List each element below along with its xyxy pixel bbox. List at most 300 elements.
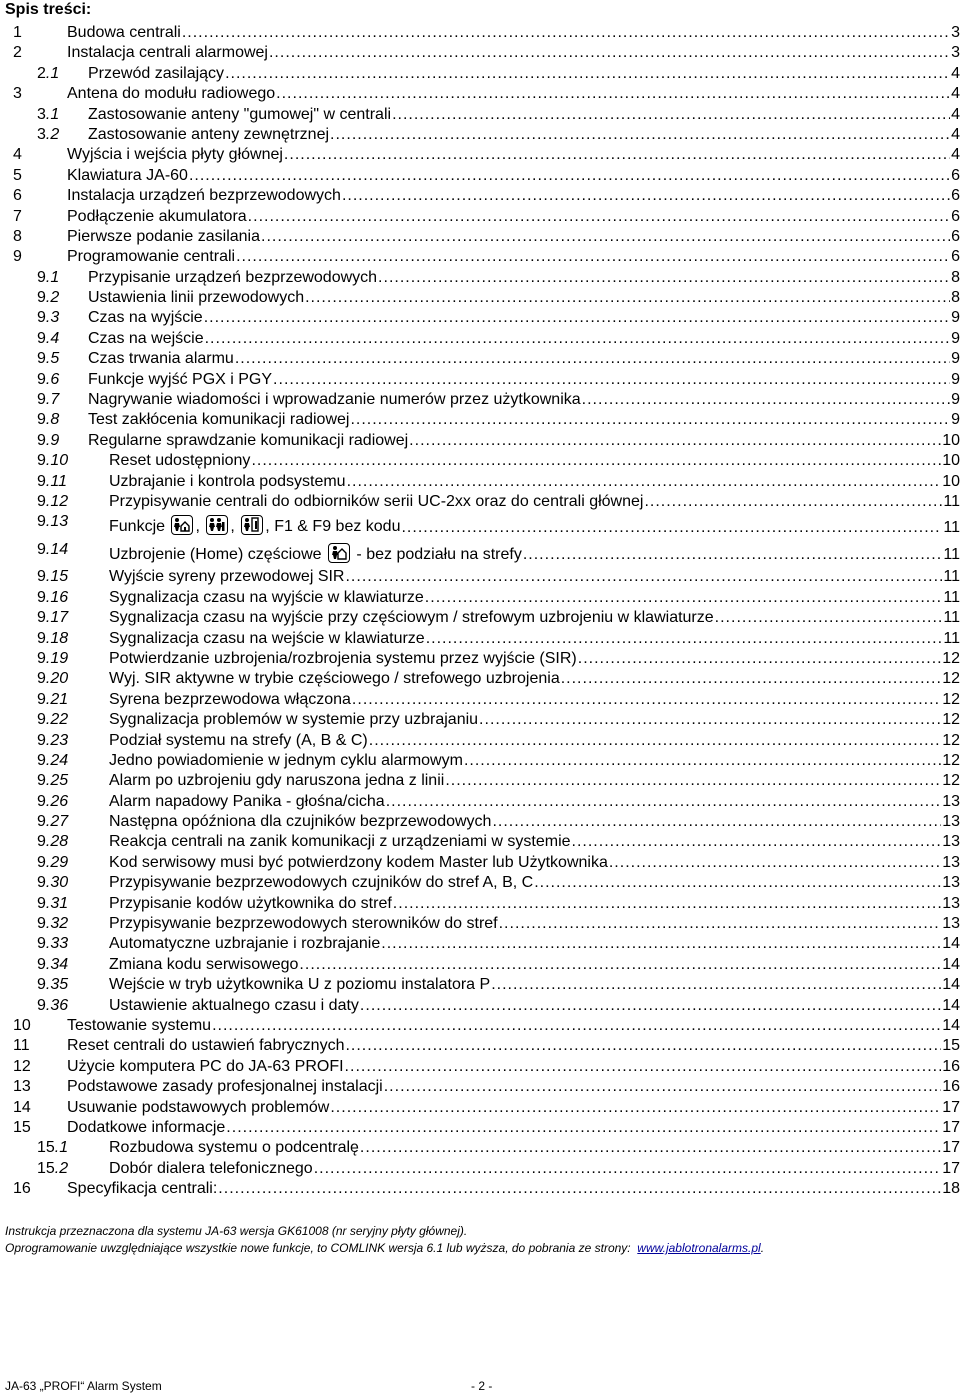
toc-page: 14: [942, 955, 960, 973]
toc-subnumber: .36: [45, 996, 69, 1014]
dot-leader: [378, 269, 950, 287]
toc-entry[interactable]: [0, 431, 960, 451]
toc-entry[interactable]: [0, 955, 960, 975]
toc-subnumber: .2: [54, 1159, 69, 1177]
toc-title: Spis treści:: [5, 1, 92, 18]
toc-text: Sygnalizacja problemów w systemie przy uzbrajaniu: [109, 711, 479, 729]
toc-line: [88, 106, 960, 124]
toc-page: 4: [951, 146, 960, 164]
dot-leader: [523, 546, 943, 564]
toc-text: Ustawienia linii przewodowych: [88, 289, 305, 307]
dot-leader: [305, 289, 950, 307]
toc-number-group: [13, 248, 22, 266]
toc-entry[interactable]: [0, 853, 960, 873]
dot-leader: [369, 732, 941, 750]
toc-line: [88, 391, 960, 409]
toc-line: [67, 187, 960, 205]
toc-entry[interactable]: [0, 894, 960, 914]
toc-number-group: [37, 609, 68, 627]
toc-entry[interactable]: [0, 64, 960, 84]
toc-entry[interactable]: [0, 349, 960, 369]
toc-entry[interactable]: [0, 669, 960, 689]
toc-entry[interactable]: [0, 690, 960, 710]
toc-entry[interactable]: [0, 492, 960, 512]
toc-entry[interactable]: [0, 512, 960, 540]
toc-page: 17: [942, 1159, 960, 1177]
toc-line: [67, 146, 960, 164]
toc-subnumber: .9: [45, 431, 60, 449]
toc-number-group: [37, 793, 68, 811]
toc-subnumber: .12: [45, 492, 69, 510]
toc-number-group: [37, 289, 59, 307]
toc-entry[interactable]: [0, 1159, 960, 1179]
toc-number: 9: [37, 690, 46, 708]
toc-number: 9: [37, 772, 46, 790]
toc-number-group: [37, 493, 68, 511]
toc-page: 16: [942, 1057, 960, 1075]
toc-number: 3: [37, 125, 46, 143]
toc-page: 12: [942, 649, 960, 667]
toc-entry[interactable]: [0, 1098, 960, 1118]
toc-line: [67, 44, 960, 62]
toc-page: 13: [942, 915, 960, 933]
toc-entry[interactable]: [0, 771, 960, 791]
dot-leader: [235, 350, 950, 368]
toc-entry[interactable]: [0, 23, 960, 43]
dot-leader: [360, 997, 941, 1015]
toc-entry[interactable]: [0, 84, 960, 104]
toc-subnumber: .17: [45, 609, 69, 627]
toc-subnumber: .3: [45, 309, 60, 327]
toc-number: 9: [37, 751, 46, 769]
dot-leader: [464, 752, 941, 770]
toc-text: Syrena bezprzewodowa włączona: [109, 690, 351, 708]
toc-number: 9: [37, 853, 46, 871]
toc-number-group: [13, 167, 22, 185]
dot-leader: [644, 493, 942, 511]
dot-leader: [205, 330, 950, 348]
toc-line: [109, 793, 960, 811]
toc-text: Wejście w tryb użytkownika U z poziomu instalatora P: [109, 976, 491, 994]
toc-subnumber: .23: [45, 731, 69, 749]
toc-entry[interactable]: [0, 166, 960, 186]
toc-subnumber: .21: [45, 690, 69, 708]
toc-subnumber: .22: [45, 711, 69, 729]
toc-text: Dodatkowe informacje: [67, 1118, 226, 1136]
toc-entry[interactable]: [0, 105, 960, 125]
toc-entry[interactable]: [0, 268, 960, 288]
toc-number-group: [37, 711, 68, 729]
toc-page: 10: [942, 472, 960, 490]
toc-page: 8: [951, 268, 960, 286]
toc-line: [109, 1160, 960, 1178]
toc-page: 4: [951, 85, 960, 103]
toc-number-group: [37, 269, 59, 287]
toc-subnumber: .16: [45, 588, 69, 606]
dot-leader: [330, 1099, 941, 1117]
toc-text: Kod serwisowy musi być potwierdzony kodem Master lub Użytkownika: [109, 853, 608, 871]
toc-line: [88, 350, 960, 368]
toc-text: Funkcje wyjść PGX i PGY: [88, 370, 273, 388]
toc-entry[interactable]: [0, 288, 960, 308]
toc-entry[interactable]: [0, 996, 960, 1016]
toc-page: 11: [943, 588, 960, 606]
toc-entry[interactable]: [0, 1036, 960, 1056]
toc-number-group: [37, 833, 68, 851]
toc-entry[interactable]: [0, 472, 960, 492]
toc-line: [67, 208, 960, 226]
toc-line: [109, 711, 960, 729]
toc-entry[interactable]: [0, 812, 960, 832]
toc-entry[interactable]: [0, 125, 960, 145]
toc-line: [109, 813, 960, 831]
toc-line: [88, 411, 960, 429]
toc-text: Funkcje , , , F1 & F9 bez kodu: [109, 517, 400, 537]
dot-leader: [212, 1017, 941, 1035]
toc-number-group: [37, 915, 68, 933]
toc-subnumber: .35: [45, 976, 69, 994]
toc-text: Instalacja centrali alarmowej: [67, 44, 268, 62]
toc-number: 9: [37, 894, 46, 912]
toc-number-group: [13, 146, 22, 164]
toc-number-group: [13, 228, 22, 246]
dot-leader: [236, 248, 950, 266]
toc-subnumber: .26: [45, 792, 69, 810]
toc-subnumber: .1: [45, 268, 60, 286]
toc-line: [109, 772, 960, 790]
toc-number-group: [37, 411, 59, 429]
toc-number-group: [13, 44, 22, 62]
toc-line: [67, 167, 960, 185]
toc-entry[interactable]: [0, 247, 960, 267]
toc-number: 9: [37, 976, 46, 994]
dot-leader: [226, 1119, 941, 1137]
toc-number: 6: [13, 187, 22, 205]
toc-subnumber: .7: [45, 391, 60, 409]
toc-entry[interactable]: [0, 1016, 960, 1036]
toc-page: 11: [943, 568, 960, 586]
toc-subnumber: .19: [45, 649, 69, 667]
toc-text: Usuwanie podstawowych problemów: [67, 1098, 330, 1116]
toc-entry[interactable]: [0, 914, 960, 934]
dot-leader: [345, 1037, 941, 1055]
toc-entry[interactable]: [0, 451, 960, 471]
toc-page: 14: [942, 1016, 960, 1034]
toc-text: Programowanie centrali: [67, 248, 236, 266]
toc-page: 3: [951, 44, 960, 62]
toc-line: [88, 126, 960, 144]
toc-page: 12: [942, 711, 960, 729]
toc-text: Reset centrali do ustawień fabrycznych: [67, 1037, 345, 1055]
toc-number: 11: [13, 1037, 30, 1055]
toc-text: Czas na wejście: [88, 329, 204, 347]
toc-subnumber: .20: [45, 670, 69, 688]
toc-number-group: [37, 854, 68, 872]
toc-page: 9: [951, 411, 960, 429]
dot-leader: [345, 568, 942, 586]
toc-number-group: [37, 813, 68, 831]
toc-entry[interactable]: [0, 1057, 960, 1077]
toc-line: [109, 752, 960, 770]
dot-leader: [248, 208, 950, 226]
dot-leader: [360, 1139, 941, 1157]
toc-page: 11: [943, 518, 960, 536]
toc-number: 9: [37, 711, 46, 729]
toc-entry[interactable]: [0, 934, 960, 954]
dot-leader: [251, 452, 941, 470]
dot-leader: [386, 793, 942, 811]
toc-page: 4: [951, 105, 960, 123]
table-of-contents: [0, 23, 960, 1199]
dot-leader: [352, 691, 941, 709]
toc-number: 9: [37, 513, 46, 531]
toc-line: [88, 269, 960, 287]
toc-number-group: [13, 1099, 31, 1117]
toc-subnumber: .27: [45, 813, 69, 831]
toc-line: [88, 65, 960, 83]
toc-number: 9: [37, 350, 46, 368]
toc-line: [109, 452, 960, 470]
toc-subnumber: .2: [45, 125, 60, 143]
toc-line: [109, 517, 960, 537]
toc-number-group: [37, 589, 68, 607]
toc-page: 13: [942, 894, 960, 912]
door-key-icon: [241, 515, 263, 535]
toc-line: [67, 1180, 960, 1198]
toc-line: [88, 432, 960, 450]
toc-entry[interactable]: [0, 145, 960, 165]
toc-entry[interactable]: [0, 207, 960, 227]
toc-number-group: [13, 1078, 31, 1096]
toc-page: 14: [942, 996, 960, 1014]
toc-number: 9: [37, 792, 46, 810]
toc-entry[interactable]: [0, 751, 960, 771]
toc-entry[interactable]: [0, 588, 960, 608]
toc-subnumber: .32: [45, 915, 69, 933]
toc-number: 9: [37, 268, 46, 286]
toc-line: [67, 1119, 960, 1137]
dot-leader: [182, 24, 950, 42]
toc-number-group: [13, 1037, 30, 1055]
toc-entry[interactable]: [0, 186, 960, 206]
toc-page: 15: [942, 1037, 960, 1055]
toc-entry[interactable]: [0, 43, 960, 63]
toc-text: Ustawienie aktualnego czasu i daty: [109, 996, 359, 1014]
toc-text: Podstawowe zasady profesjonalnej instalacji: [67, 1078, 383, 1096]
toc-text: Sygnalizacja czasu na wyjście w klawiaturze: [109, 588, 424, 606]
toc-page: 8: [951, 289, 960, 307]
toc-number: 14: [13, 1098, 31, 1116]
toc-page: 12: [942, 690, 960, 708]
toc-page: 12: [942, 731, 960, 749]
toc-number-group: [37, 106, 59, 124]
toc-line: [109, 650, 960, 668]
toc-line: [67, 1078, 960, 1096]
toc-number-group: [37, 956, 68, 974]
toc-subnumber: .11: [45, 472, 67, 490]
dot-leader: [393, 895, 941, 913]
toc-entry[interactable]: [0, 710, 960, 730]
dot-leader: [561, 670, 941, 688]
toc-page: 9: [951, 309, 960, 327]
toc-text: Instalacja urządzeń bezprzewodowych: [67, 187, 341, 205]
toc-text: Potwierdzanie uzbrojenia/rozbrojenia systemu przez wyjście (SIR): [109, 649, 577, 667]
toc-line: [67, 1099, 960, 1117]
dot-leader: [409, 432, 941, 450]
toc-page: 11: [943, 609, 960, 627]
toc-line: [109, 874, 960, 892]
toc-number-group: [13, 1180, 31, 1198]
toc-line: [67, 1017, 960, 1035]
toc-page: 6: [951, 187, 960, 205]
toc-page: 4: [951, 125, 960, 143]
toc-number: 9: [37, 588, 46, 606]
toc-entry[interactable]: [0, 227, 960, 247]
toc-page: 13: [942, 833, 960, 851]
toc-entry[interactable]: [0, 792, 960, 812]
toc-text: Przypisywanie centrali do odbiorników serii UC-2xx oraz do centrali głównej: [109, 492, 644, 510]
toc-entry[interactable]: [0, 308, 960, 328]
toc-entry[interactable]: [0, 832, 960, 852]
dot-leader: [392, 106, 950, 124]
toc-number: 5: [13, 166, 22, 184]
toc-text: Klawiatura JA-60: [67, 166, 188, 184]
toc-number: 13: [13, 1078, 31, 1096]
dot-leader: [330, 126, 950, 144]
toc-number: 9: [37, 629, 46, 647]
toc-number: 9: [37, 391, 46, 409]
toc-number-group: [37, 752, 68, 770]
toc-number-group: [37, 65, 59, 83]
toc-number-group: [37, 1160, 68, 1178]
toc-subnumber: .31: [45, 894, 69, 912]
toc-number-group: [37, 895, 68, 913]
toc-line: [67, 228, 960, 246]
toc-line: [88, 289, 960, 307]
toc-number: 2: [37, 64, 46, 82]
toc-number-group: [37, 568, 68, 586]
toc-page: 13: [942, 853, 960, 871]
toc-entry[interactable]: [0, 608, 960, 628]
home-arm-key-icon: [171, 515, 193, 535]
toc-page: 10: [942, 452, 960, 470]
toc-entry[interactable]: [0, 1179, 960, 1199]
toc-entry[interactable]: [0, 629, 960, 649]
toc-text: Podłączenie akumulatora: [67, 207, 247, 225]
partial-arm-key-icon: [206, 515, 228, 535]
dot-leader: [401, 519, 942, 537]
toc-page: 12: [942, 670, 960, 688]
toc-subnumber: .4: [45, 329, 60, 347]
toc-number: 12: [13, 1057, 31, 1075]
toc-text: Alarm napadowy Panika - głośna/cicha: [109, 792, 385, 810]
dot-leader: [204, 309, 950, 327]
link-suffix: .: [760, 1241, 765, 1255]
toc-entry[interactable]: [0, 540, 960, 568]
toc-line: [109, 732, 960, 750]
toc-text: Sygnalizacja czasu na wyjście przy częściowym / strefowym uzbrojeniu w klawiaturze: [109, 609, 714, 627]
toc-page: 4: [951, 64, 960, 82]
toc-line: [67, 24, 960, 42]
toc-page: 13: [942, 874, 960, 892]
dot-leader: [492, 813, 941, 831]
toc-number: 9: [37, 915, 46, 933]
toc-entry[interactable]: [0, 329, 960, 349]
toc-text: Dobór dialera telefonicznego: [109, 1159, 313, 1177]
toc-entry[interactable]: [0, 873, 960, 893]
toc-number-group: [37, 935, 68, 953]
toc-subnumber: .30: [45, 874, 69, 892]
toc-text: Specyfikacja centrali:: [67, 1180, 218, 1198]
toc-text: Zmiana kodu serwisowego: [109, 955, 299, 973]
toc-subnumber: .25: [45, 772, 69, 790]
toc-page: 9: [951, 391, 960, 409]
toc-number-group: [37, 650, 68, 668]
toc-text: Automatyczne uzbrajanie i rozbrajanie: [109, 935, 381, 953]
toc-number: 15: [37, 1139, 55, 1157]
toc-entry[interactable]: [0, 649, 960, 669]
toc-entry[interactable]: [0, 370, 960, 390]
toc-text: Alarm po uzbrojeniu gdy naruszona jedna z linii: [109, 772, 445, 790]
toc-number: 4: [13, 146, 22, 164]
toc-line: [109, 545, 960, 565]
toc-text: Zastosowanie anteny zewnętrznej: [88, 125, 330, 143]
dot-leader: [261, 228, 950, 246]
toc-number-group: [13, 1058, 31, 1076]
dot-leader: [609, 854, 941, 872]
website-link[interactable]: www.jablotronalarms.pl: [637, 1241, 761, 1255]
toc-page: 17: [942, 1118, 960, 1136]
toc-number-group: [37, 874, 68, 892]
toc-text: Przypisanie kodów użytkownika do stref: [109, 894, 392, 912]
toc-entry[interactable]: [0, 731, 960, 751]
dot-leader: [342, 187, 950, 205]
toc-text: Przypisywanie bezprzewodowych sterowników do stref: [109, 915, 498, 933]
toc-text: Podział systemu na strefy (A, B & C): [109, 731, 368, 749]
toc-number: 15: [13, 1118, 31, 1136]
toc-number-group: [13, 208, 22, 226]
toc-line: [109, 609, 960, 627]
toc-number: 3: [13, 85, 22, 103]
toc-line: [109, 935, 960, 953]
toc-entry[interactable]: [0, 567, 960, 587]
toc-text: Użycie komputera PC do JA-63 PROFI: [67, 1057, 344, 1075]
toc-entry[interactable]: [0, 410, 960, 430]
toc-number: 8: [13, 227, 22, 245]
toc-entry[interactable]: [0, 975, 960, 995]
toc-text: Pierwsze podanie zasilania: [67, 227, 260, 245]
toc-number: 9: [13, 248, 22, 266]
toc-subnumber: .18: [45, 629, 69, 647]
toc-entry[interactable]: [0, 1077, 960, 1097]
toc-page: 6: [951, 227, 960, 245]
toc-number: 1: [13, 24, 22, 41]
toc-number: 9: [37, 329, 46, 347]
toc-page: 6: [951, 248, 960, 266]
toc-subnumber: .1: [45, 105, 60, 123]
toc-line: [109, 854, 960, 872]
toc-page: 11: [943, 629, 960, 647]
page-number: - 2 -: [471, 1379, 493, 1393]
footnote-version: Instrukcja przeznaczona dla systemu JA-63 wersja GK61008 (nr seryjny płyty głównej).: [5, 1224, 468, 1238]
toc-entry[interactable]: [0, 390, 960, 410]
toc-text: Przypisywanie bezprzewodowych czujników do stref A, B, C: [109, 874, 534, 892]
toc-entry[interactable]: [0, 1118, 960, 1138]
toc-subnumber: .14: [45, 540, 69, 558]
toc-entry[interactable]: [0, 1138, 960, 1158]
toc-subnumber: .15: [45, 568, 69, 586]
toc-page: 3: [951, 24, 960, 41]
